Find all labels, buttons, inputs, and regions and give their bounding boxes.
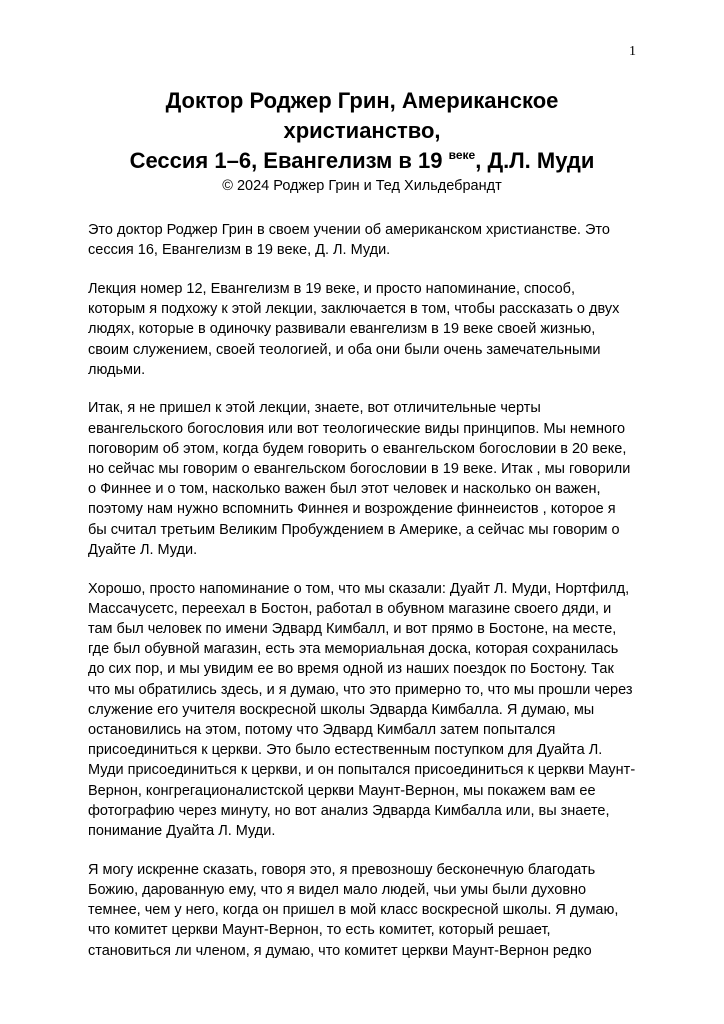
- title-line-3: [88, 146, 636, 176]
- copyright-line: © 2024 Роджер Грин и Тед Хильдебрандт: [222, 178, 502, 194]
- document-body: [88, 220, 636, 979]
- paragraph-4: Хорошо, просто напоминание о том, что мы сказали: Дуайт Л. Муди, Нортфилд, Массачусетс, переехал в Бостон, работал в обувном магазине своего дяди, и там был человек по имени Эдвард Кимбалл, и вот прямо в Бостоне, на месте, где был обувной магазин, есть эта мемориальная доска, которая сохранилась до сих пор, и мы увидим ее во время одной из наших поездок по Бостону. Так что мы обратились здесь, и я думаю, что это примерно то, что мы прошли через служение его учителя воскресной школы Эдварда Кимбалла. Я думаю, мы остановились на этом, потому что Эдвард Кимбалл затем попытался присоединиться к церкви. Это было естественным поступком для Дуайта Л. Муди присоединиться к церкви, и он попытался присоединиться к церкви Маунт-Вернон, конгрегационалистской церкви Маунт-Вернон, мы покажем вам ее фотографию через минуту, но вот анализ Эдварда Кимбалла или, вы знаете, понимание Дуайта Л. Муди.: [88, 580, 636, 839]
- title-superscript: веке: [448, 148, 476, 162]
- paragraph-2: Лекция номер 12, Евангелизм в 19 веке, и просто напоминание, способ, которым я подхожу к этой лекции, заключается в том, чтобы рассказать о двух людях, которые в одиночку развивали евангелизм в 19 веке своей жизнью, своим служением, своей теологией, и оба они были очень замечательными людьми.: [88, 280, 620, 378]
- title-line-2: христианство,: [283, 118, 441, 143]
- page-number: 1: [629, 44, 636, 59]
- paragraph-1: Это доктор Роджер Грин в своем учении об американском христианстве. Это сессия 16, Евангелизм в 19 веке, Д. Л. Муди.: [88, 222, 610, 259]
- title-line-3-part-2: , Д.Л. Муди: [475, 148, 595, 173]
- title-block: [88, 86, 636, 196]
- paragraph-5: Я могу искренне сказать, говоря это, я превозношу бесконечную благодать Божию, дарованную ему, что я видел мало людей, чьи умы были духовно темнее, чем у него, когда он пришел в мой класс воскресной школы. Я думаю, что комитет церкви Маунт-Вернон, то есть комитет, который решает, становиться ли членом, я думаю, что комитет церкви Маунт-Вернон редко: [88, 861, 619, 959]
- title-line-3-part-1: Сессия 1–6, Евангелизм в 19: [129, 148, 443, 173]
- title-line-1: Доктор Роджер Грин, Американское: [165, 88, 559, 113]
- paragraph-3: Итак, я не пришел к этой лекции, знаете, вот отличительные черты евангельского богословия или вот теологические виды принципов. Мы немного поговорим об этом, когда будем говорить о евангельском богословии в 20 веке, но сейчас мы говорим о евангельском богословии в 19 веке. Итак , мы говорили о Финнее и о том, насколько важен был этот человек и насколько он важен, поэтому нам нужно вспомнить Финнея и возрождение финнеистов , которое я бы считал третьим Великим Пробуждением в Америке, а сейчас мы говорим о Дуайте Л. Муди.: [88, 400, 631, 558]
